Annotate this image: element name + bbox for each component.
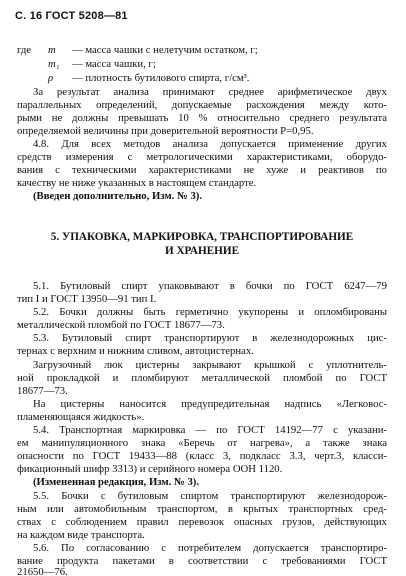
text-line: определяемой величины при доверительной вероятности P=0,95. [17, 125, 314, 137]
text-line: опасности по ГОСТ 19433—88 (класс 3, подкласс 3.3, черт.3, класси- [17, 450, 387, 462]
legend-var-rho: ρ [48, 72, 54, 84]
text-line: ем манипуляционного знака «Беречь от нагрева», а также знака [17, 437, 387, 449]
legend-desc-rho: — плотность бутилового спирта, г/см³. [72, 72, 250, 84]
text-line: тип I и ГОСТ 13950—91 тип I. [17, 293, 157, 305]
legend-desc-m1: — масса чашки, г; [72, 58, 156, 70]
text-line: параллельных определений, допускаемые расхождения между кото- [17, 99, 387, 111]
text-line: вания с техническими характеристиками не хуже и реактивов по [17, 164, 387, 176]
text-line: на каждом виде транспорта. [17, 529, 145, 541]
text-line: 18677—73. [17, 385, 68, 397]
text-line: 5.3. Бутиловый спирт транспортируют в железнодорожных цис- [33, 332, 387, 344]
amendment-note: (Измененная редакция, Изм. № 3). [33, 476, 200, 488]
text-line: вание продукта пакетами в соответствии с требованиями ГОСТ [17, 555, 387, 567]
section-title-line-2: И ХРАНЕНИЕ [164, 245, 240, 257]
text-line: металлической пломбой по ГОСТ 18677—73. [17, 319, 225, 331]
text-line: 5.6. По согласованию с потребителем допускается транспортиро- [33, 542, 387, 554]
legend-desc-m: — масса чашки с нелетучим остатком, г; [72, 44, 258, 56]
text-line: 21650—76. [17, 568, 68, 576]
legend-prefix: где [17, 44, 32, 56]
page-header: С. 16 ГОСТ 5208—81 [15, 10, 128, 22]
text-line: ствах с соблюдением правил перевозок опасных грузов, действующих [17, 516, 387, 528]
text-line: За результат анализа принимают среднее арифметическое двух [33, 86, 387, 98]
text-line: 4.8. Для всех методов анализа допускается применение других [33, 138, 387, 150]
legend-var-m1: m₁ [48, 58, 60, 70]
text-line: рыми не должны превышать 10 % относительно среднего результата [17, 112, 387, 124]
text-line: средств измерения с метрологическими характеристиками, оборудо- [17, 151, 387, 163]
text-line: 5.1. Бутиловый спирт упаковывают в бочки по ГОСТ 6247—79 [33, 280, 387, 292]
section-title-line-1: 5. УПАКОВКА, МАРКИРОВКА, ТРАНСПОРТИРОВАНИЕ [50, 231, 354, 243]
text-line: Загрузочный люк цистерны закрывают крышкой с уплотнитель- [33, 359, 387, 371]
text-line: 5.4. Транспортная маркировка — по ГОСТ 14192—77 с указани- [33, 424, 387, 436]
text-line: На цистерны наносится предупредительная надпись «Легковос- [33, 398, 387, 410]
text-line: пламеняющаяся жидкость». [17, 411, 145, 423]
text-line: ной прокладкой и пломбируют металлической пломбой по ГОСТ [17, 372, 387, 384]
text-line: фикационный шифр 3313) и серийного номера ООН 1120. [17, 463, 283, 475]
text-line: качеству не ниже указанных в настоящем стандарте. [17, 177, 257, 189]
text-line: 5.2. Бочки должны быть герметично укупорены и опломбированы [33, 306, 387, 318]
amendment-note: (Введен дополнительно, Изм. № 3). [33, 190, 203, 202]
text-line: ным или автомобильным транспортом, в крытых транспортных сред- [17, 503, 387, 515]
text-line: тернах с верхним и нижним сливом, автоцистернах. [17, 345, 254, 357]
legend-var-m: m [48, 44, 56, 56]
text-line: 5.5. Бочки с бутиловым спиртом транспортируют железнодорож- [33, 490, 387, 502]
